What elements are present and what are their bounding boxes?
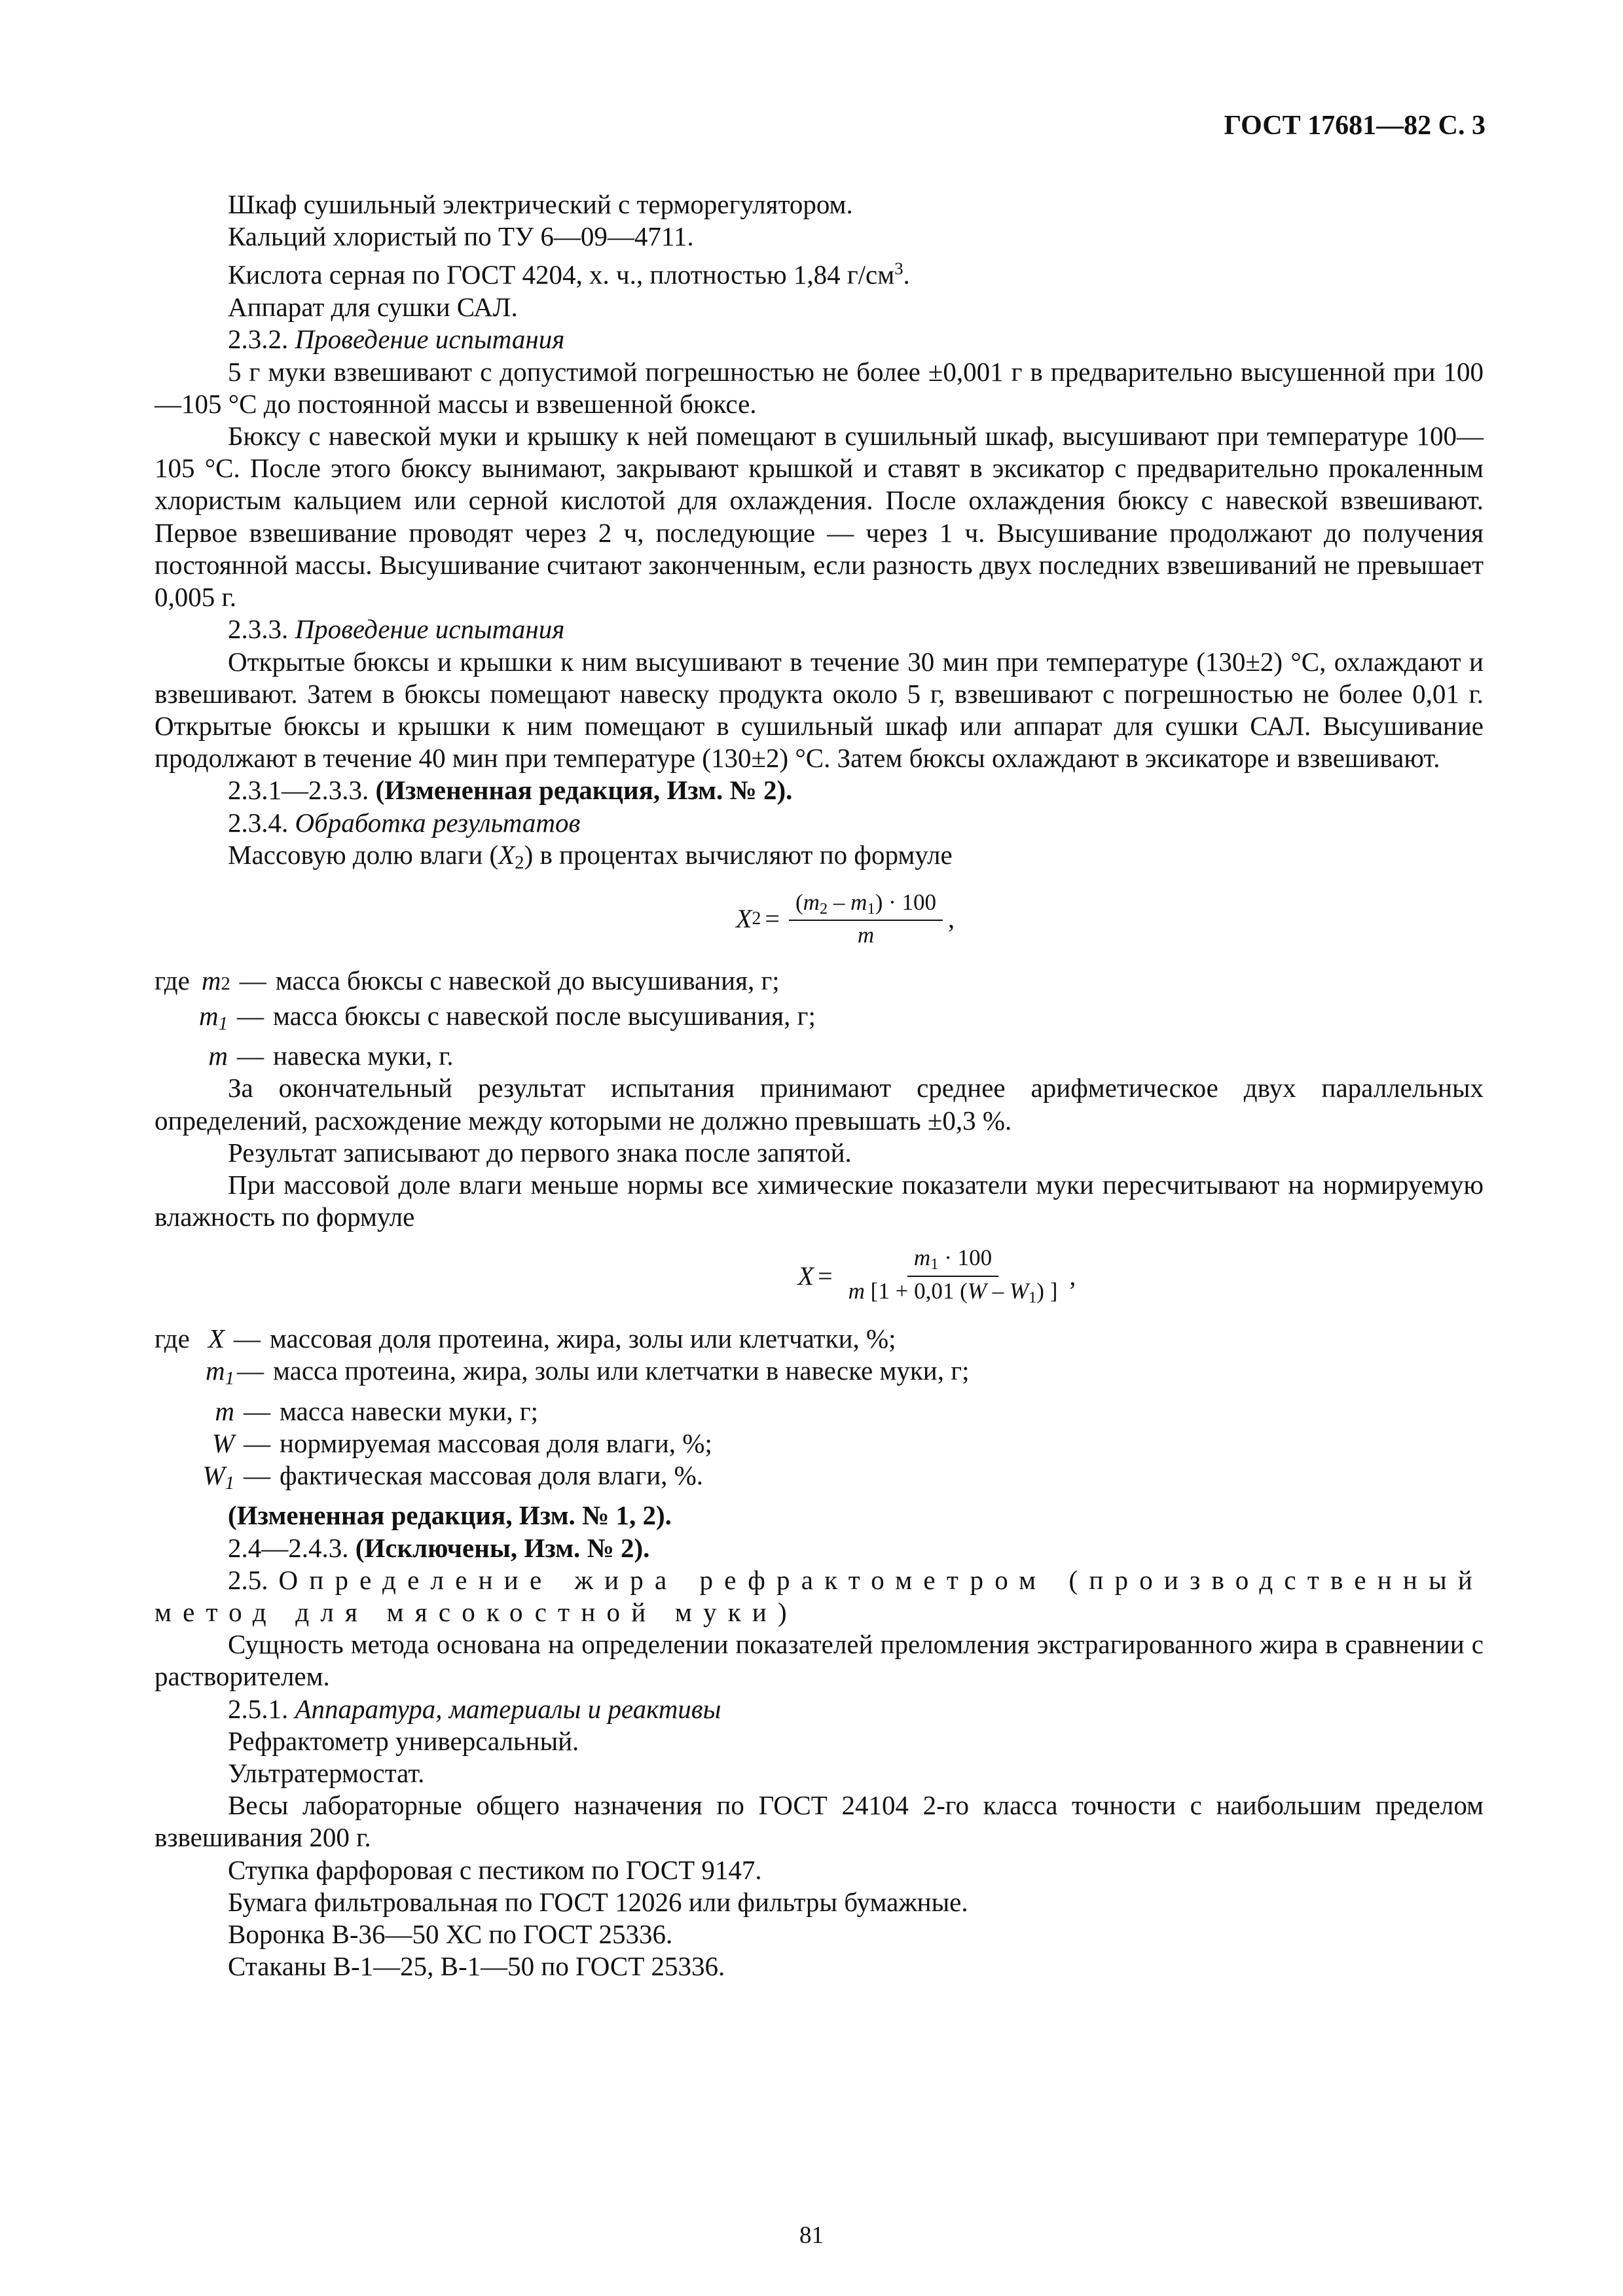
section-title: Определение жира рефрактометром (производственный метод для мясокостной муки)	[155, 1564, 1484, 1627]
section-number: 2.3.1—2.3.3.	[228, 775, 376, 806]
equals-sign: =	[818, 1261, 833, 1291]
subscript: 1	[1029, 1288, 1037, 1306]
legend-text: масса бюксы с навеской после высушивания, г;	[273, 1000, 816, 1031]
paragraph: Открытые бюксы и крышки к ним высушивают в течение 30 мин при температуре (130±2) °С, охлаждают и взвешивают. Затем в бюксы помещают навеску продукта около 5 г, взвешивают с погрешностью не более 0,01 г. Открытые бюксы и крышки к ним помещают в сушильный шкаф или аппарат для сушки САЛ. Высушивание продолжают в течение 40 мин при температуре (130±2) °С. Затем бюксы охлаждают в эксикаторе и взвешивают.	[155, 646, 1484, 774]
legend-dash: —	[239, 965, 266, 996]
legend-dash: —	[233, 1323, 261, 1354]
punctuation: ,	[948, 904, 955, 934]
legend-row	[155, 1355, 1484, 1395]
paragraph: Шкаф сушильный электрический с терморегулятором.	[228, 189, 853, 219]
legend-symbol-wrap	[155, 1460, 234, 1499]
text-run: ) ]	[1036, 1278, 1058, 1304]
amendment-text: (Исключены, Изм. № 2).	[355, 1532, 650, 1563]
subscript: 1	[867, 900, 875, 918]
legend-symbol-wrap	[155, 1000, 228, 1040]
text-run: [1 + 0,01 (	[864, 1278, 968, 1304]
paragraph: Бумага фильтровальная по ГОСТ 12026 или фильтры бумажные.	[228, 1886, 968, 1917]
subscript: 2	[752, 908, 761, 929]
legend-where: где	[155, 965, 190, 996]
legend-symbol: m	[208, 1041, 228, 1071]
numerator	[789, 889, 943, 921]
formula-moisture	[155, 889, 1484, 949]
legend-symbol: W	[211, 1427, 234, 1458]
fraction	[842, 1245, 1065, 1307]
legend-symbol: X	[208, 1323, 225, 1354]
equals-sign: =	[765, 904, 780, 934]
amendment-note: (Измененная редакция, Изм. № 1, 2).	[228, 1500, 672, 1531]
formula-variable: X	[735, 904, 752, 934]
legend-symbol: m	[201, 965, 221, 996]
section-heading	[155, 1564, 1484, 1628]
text-run: ) в процентах вычисляют по формуле	[524, 839, 953, 870]
amendment-text: (Измененная редакция, Изм. № 2).	[375, 775, 793, 806]
formula-variable: m	[848, 1278, 865, 1304]
numerator	[907, 1245, 998, 1276]
formula-recalculation	[155, 1245, 1484, 1307]
paragraph	[155, 253, 1484, 291]
paragraph	[155, 839, 1484, 879]
section-number: 2.3.3.	[228, 614, 295, 645]
section-title: Аппаратура, материалы и реактивы	[295, 1693, 721, 1724]
punctuation: ,	[1069, 1261, 1076, 1291]
text-run: (	[795, 889, 803, 916]
legend-text: фактическая массовая доля влаги, %.	[280, 1460, 704, 1491]
superscript: 3	[894, 259, 903, 279]
formula-legend	[155, 1323, 1484, 1499]
legend-symbol: m	[206, 1355, 225, 1386]
subscript: 1	[225, 1368, 234, 1390]
legend-symbol-wrap	[155, 1395, 234, 1427]
subscript: 1	[930, 1255, 939, 1274]
paragraph: При массовой доле влаги меньше нормы все химические показатели муки пересчитывают на нормируемую влажность по формуле	[155, 1170, 1484, 1232]
section-heading	[155, 807, 1484, 839]
paragraph: Ступка фарфоровая с пестиком по ГОСТ 9147.	[228, 1854, 762, 1885]
formula-variable: m	[803, 889, 820, 916]
formula-variable: X	[498, 839, 515, 870]
legend-symbol-wrap	[155, 1355, 234, 1395]
subscript: 2	[221, 973, 230, 994]
section-heading	[155, 323, 1484, 355]
legend-symbol: m	[215, 1395, 234, 1426]
legend-row	[155, 1040, 1484, 1072]
section-number: 2.5.	[228, 1564, 279, 1595]
text-run: Массовую долю влаги (	[228, 839, 499, 870]
legend-row	[155, 1460, 1484, 1499]
fraction	[789, 889, 943, 949]
legend-symbol: m	[199, 1000, 219, 1031]
legend-dash: —	[237, 1000, 264, 1031]
legend-dash: —	[244, 1395, 270, 1426]
legend-symbol-wrap	[155, 1427, 234, 1460]
legend-row	[155, 1000, 1484, 1040]
subscript: 1	[225, 1473, 234, 1494]
denominator	[842, 1277, 1065, 1307]
amendment-note	[155, 774, 1484, 806]
legend-text: навеска муки, г.	[273, 1041, 454, 1071]
paragraph: Весы лабораторные общего назначения по ГОСТ 24104 2-го класса точности с наибольшим пределом взвешивания 200 г.	[155, 1790, 1484, 1853]
denominator: m	[857, 922, 875, 948]
legend-symbol-wrap	[155, 1040, 228, 1072]
legend-symbol: W	[202, 1460, 225, 1491]
paragraph: Кальций хлористый по ТУ 6—09—4711.	[228, 221, 694, 252]
legend-text: нормируемая массовая доля влаги, %;	[280, 1427, 712, 1458]
section-heading	[155, 613, 1484, 645]
legend-dash: —	[237, 1041, 264, 1071]
amendment-note	[155, 1532, 1484, 1564]
legend-text: масса бюксы с навеской до высушивания, г;	[275, 965, 780, 996]
legend-text: масса протеина, жира, золы или клетчатки в навеске муки, г;	[273, 1355, 970, 1386]
paragraph: Стаканы В-1—25, В-1—50 по ГОСТ 25336.	[228, 1951, 725, 1982]
text-run: –	[828, 889, 851, 916]
subscript: 1	[218, 1013, 228, 1035]
section-number: 2.4—2.4.3.	[228, 1532, 356, 1563]
section-heading	[155, 1693, 1484, 1725]
text-run: .	[903, 260, 910, 291]
legend-row	[155, 1395, 1484, 1427]
legend-row	[155, 1323, 1484, 1355]
page-number: 81	[799, 2222, 824, 2249]
text-run: · 100	[938, 1245, 993, 1271]
formula-legend	[155, 965, 1484, 1073]
paragraph: Аппарат для сушки САЛ.	[228, 292, 518, 323]
formula-variable: m	[913, 1245, 931, 1271]
formula-variable: W	[967, 1278, 987, 1304]
paragraph: 5 г муки взвешивают с допустимой погрешностью не более ±0,001 г в предварительно высушенной при 100—105 °С до постоянной массы и взвешенной бюксе.	[155, 356, 1484, 419]
paragraph: Сущность метода основана на определении показателей преломления экстрагированного жира в сравнении с растворителем.	[155, 1629, 1484, 1692]
section-title: Проведение испытания	[295, 614, 565, 645]
paragraph: Результат записывают до первого знака после запятой.	[228, 1137, 852, 1168]
formula-variable: m	[850, 889, 867, 916]
formula-variable: W	[1009, 1278, 1029, 1304]
section-number: 2.3.2.	[228, 324, 295, 355]
legend-text: масса навески муки, г;	[280, 1395, 539, 1426]
text-run: ) · 100	[875, 889, 937, 916]
text-run: Кислота серная по ГОСТ 4204, х. ч., плотностью 1,84 г/см	[228, 260, 895, 291]
subscript: 2	[819, 900, 828, 918]
legend-row	[155, 965, 1484, 1000]
document-body	[155, 188, 1484, 1982]
page-header: ГОСТ 17681—82 С. 3	[1224, 111, 1486, 141]
formula-variable: X	[797, 1261, 814, 1291]
legend-text: массовая доля протеина, жира, золы или клетчатки, %;	[269, 1323, 896, 1354]
paragraph: Бюксу с навеской муки и крышку к ней помещают в сушильный шкаф, высушивают при температуре 100—105 °С. После этого бюксу вынимают, закрывают крышкой и ставят в эксикатор с предварительно прокаленным хлористым кальцием или серной кислотой для охлаждения. После охлаждения бюксу с навеской взвешивают. Первое взвешивание проводят через 2 ч, последующие — через 1 ч. Высушивание продолжают до получения постоянной массы. Высушивание считают законченным, если разность двух последних взвешиваний не превышает 0,005 г.	[155, 421, 1484, 613]
legend-dash: —	[237, 1355, 264, 1386]
legend-row	[155, 1427, 1484, 1460]
paragraph: Рефрактометр универсальный.	[228, 1725, 579, 1756]
legend-dash: —	[244, 1427, 270, 1458]
paragraph: Воронка В-36—50 ХС по ГОСТ 25336.	[228, 1919, 673, 1950]
subscript: 2	[515, 852, 524, 873]
section-title: Проведение испытания	[295, 324, 565, 355]
paragraph: Ультратермостат.	[228, 1758, 425, 1789]
paragraph: За окончательный результат испытания принимают среднее арифметическое двух параллельных определений, расхождение между которыми не должно превышать ±0,3 %.	[155, 1073, 1484, 1136]
section-number: 2.3.4.	[228, 807, 295, 838]
text-run: –	[986, 1278, 1010, 1304]
legend-where: где	[155, 1323, 190, 1354]
legend-dash: —	[244, 1460, 270, 1491]
section-title: Обработка результатов	[295, 807, 581, 838]
section-number: 2.5.1.	[228, 1693, 295, 1724]
